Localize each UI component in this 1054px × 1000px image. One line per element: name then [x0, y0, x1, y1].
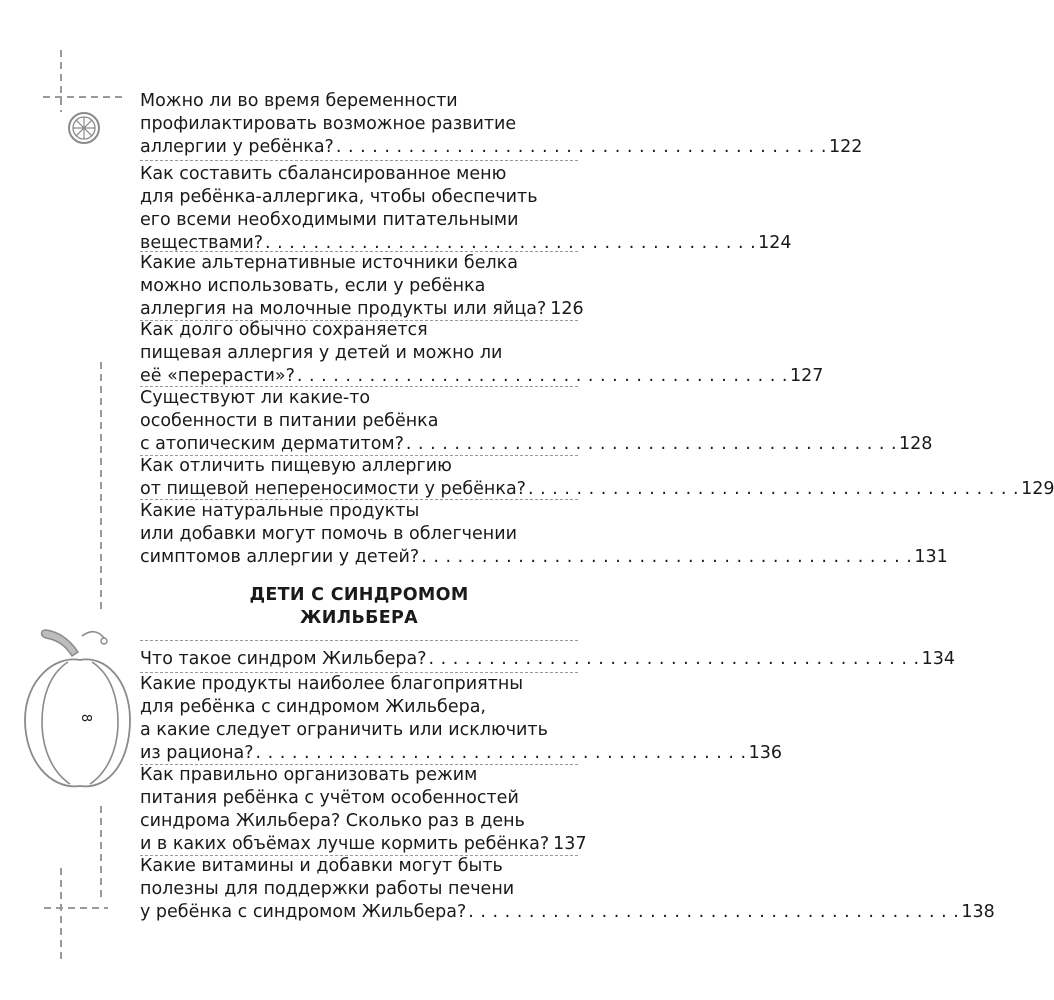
entry-line: Можно ли во время беременности	[140, 91, 458, 111]
entry-line: Как составить сбалансированное меню	[140, 164, 507, 184]
toc-entry[interactable]	[140, 500, 948, 569]
entry-line: Как долго обычно сохраняется	[140, 320, 428, 340]
toc-entry[interactable]	[140, 648, 956, 671]
pumpkin-icon	[25, 630, 130, 786]
toc-entry[interactable]	[140, 387, 933, 456]
toc-entry[interactable]	[140, 319, 824, 388]
dot-leader: . . . . . . . . . . . . . . . . . . . . . . . . . . . . . . . . . . . . . . . . .	[296, 366, 788, 386]
toc-entry[interactable]	[140, 764, 587, 856]
entry-line: для ребёнка с синдромом Жильбера,	[140, 697, 486, 717]
entry-line: Что такое синдром Жильбера?	[140, 649, 427, 669]
page-number: 8	[78, 713, 93, 723]
entry-line: Как отличить пищевую аллергию	[140, 456, 452, 476]
page-ref: 134	[921, 649, 956, 669]
page-ref: 122	[828, 137, 863, 157]
entry-line: аллергия на молочные продукты или яйца?	[140, 299, 547, 319]
dot-leader: . . . . . . . . . . . . . . . . . . . . . . . . . . . . . . . . . . . . . . . . .	[468, 902, 960, 922]
dot-leader: . . . . . . . . . . . . . . . . . . . . . . . . . . . . . . . . . . . . . . . . .	[255, 743, 747, 763]
entry-line: из рациона?	[140, 743, 254, 763]
entry-line: и в каких объёмах лучше кормить ребёнка?	[140, 834, 550, 854]
toc-entry[interactable]	[140, 252, 584, 321]
entry-line: для ребёнка-аллергика, чтобы обеспечить	[140, 187, 538, 207]
toc-entry[interactable]	[140, 455, 1054, 501]
entry-line: полезны для поддержки работы печени	[140, 879, 515, 899]
entry-line: симптомов аллергии у детей?	[140, 547, 420, 567]
entry-line: Какие натуральные продукты	[140, 501, 420, 521]
section-heading	[140, 584, 578, 630]
entry-line: Какие витамины и добавки могут быть	[140, 856, 503, 876]
dot-leader: . . . . . . . . . . . . . . . . . . . . . . . . . . . . . . . . . . . . . . . . .	[421, 547, 913, 567]
entry-divider	[140, 160, 578, 161]
dot-leader: . . . . . . . . . . . . . . . . . . . . . . . . . . . . . . . . . . . . . . . . .	[527, 479, 1020, 499]
page-ref: 128	[899, 434, 933, 454]
toc-entry[interactable]	[140, 163, 792, 255]
section-heading-line: ДЕТИ С СИНДРОМОМ	[249, 585, 469, 605]
page-ref: 127	[790, 366, 824, 386]
page-ref: 131	[914, 547, 948, 567]
entry-line: веществами?	[140, 233, 264, 253]
entry-line: синдрома Жильбера? Сколько раз в день	[140, 811, 525, 831]
entry-line: пищевая аллергия у детей и можно ли	[140, 343, 503, 363]
toc-entry[interactable]	[140, 673, 783, 765]
entry-line: Как правильно организовать режим	[140, 765, 478, 785]
toc-entry[interactable]	[140, 855, 995, 924]
page-ref: 137	[553, 834, 587, 854]
dot-leader: . . . . . . . . . . . . . . . . . . . . . . . . . . . . . . . . . . . . . . . . .	[265, 233, 757, 253]
entry-line: Какие альтернативные источники белка	[140, 253, 518, 273]
dot-leader: . . . . . . . . . . . . . . . . . . . . . . . . . . . . . . . . . . . . . . . . .	[335, 137, 827, 157]
dot-leader: . . . . . . . . . . . . . . . . . . . . . . . . . . . . . . . . . . . . . . . . .	[405, 434, 898, 454]
dot-leader: . . . . . . . . . . . . . . . . . . . . . . . . . . . . . . . . . . . . . . . . .	[428, 649, 920, 669]
entry-line: а какие следует ограничить или исключить	[140, 720, 548, 740]
entry-line: с атопическим дерматитом?	[140, 434, 404, 454]
entry-line: её «перерасти»?	[140, 366, 295, 386]
entry-line: питания ребёнка с учётом особенностей	[140, 788, 519, 808]
entry-line: профилактировать возможное развитие	[140, 114, 517, 134]
citrus-slice-icon	[69, 113, 99, 143]
entry-line: Существуют ли какие-то	[140, 388, 371, 408]
entry-line: можно использовать, если у ребёнка	[140, 276, 486, 296]
entry-line: от пищевой непереносимости у ребёнка?	[140, 479, 526, 499]
page-ref: 124	[758, 233, 792, 253]
section-heading-line: ЖИЛЬБЕРА	[299, 608, 418, 628]
entry-line: его всеми необходимыми питательными	[140, 210, 519, 230]
page-ref: 136	[748, 743, 783, 763]
entry-divider	[140, 640, 578, 641]
entry-line: или добавки могут помочь в облегчении	[140, 524, 517, 544]
page-ref: 126	[550, 299, 584, 319]
entry-line: особенности в питании ребёнка	[140, 411, 439, 431]
toc-entry[interactable]	[140, 90, 863, 159]
entry-line: аллергии у ребёнка?	[140, 137, 334, 157]
entry-line: у ребёнка с синдромом Жильбера?	[140, 902, 467, 922]
page-ref: 129	[1021, 479, 1054, 499]
entry-line: Какие продукты наиболее благоприятны	[140, 674, 524, 694]
page-ref: 138	[961, 902, 995, 922]
